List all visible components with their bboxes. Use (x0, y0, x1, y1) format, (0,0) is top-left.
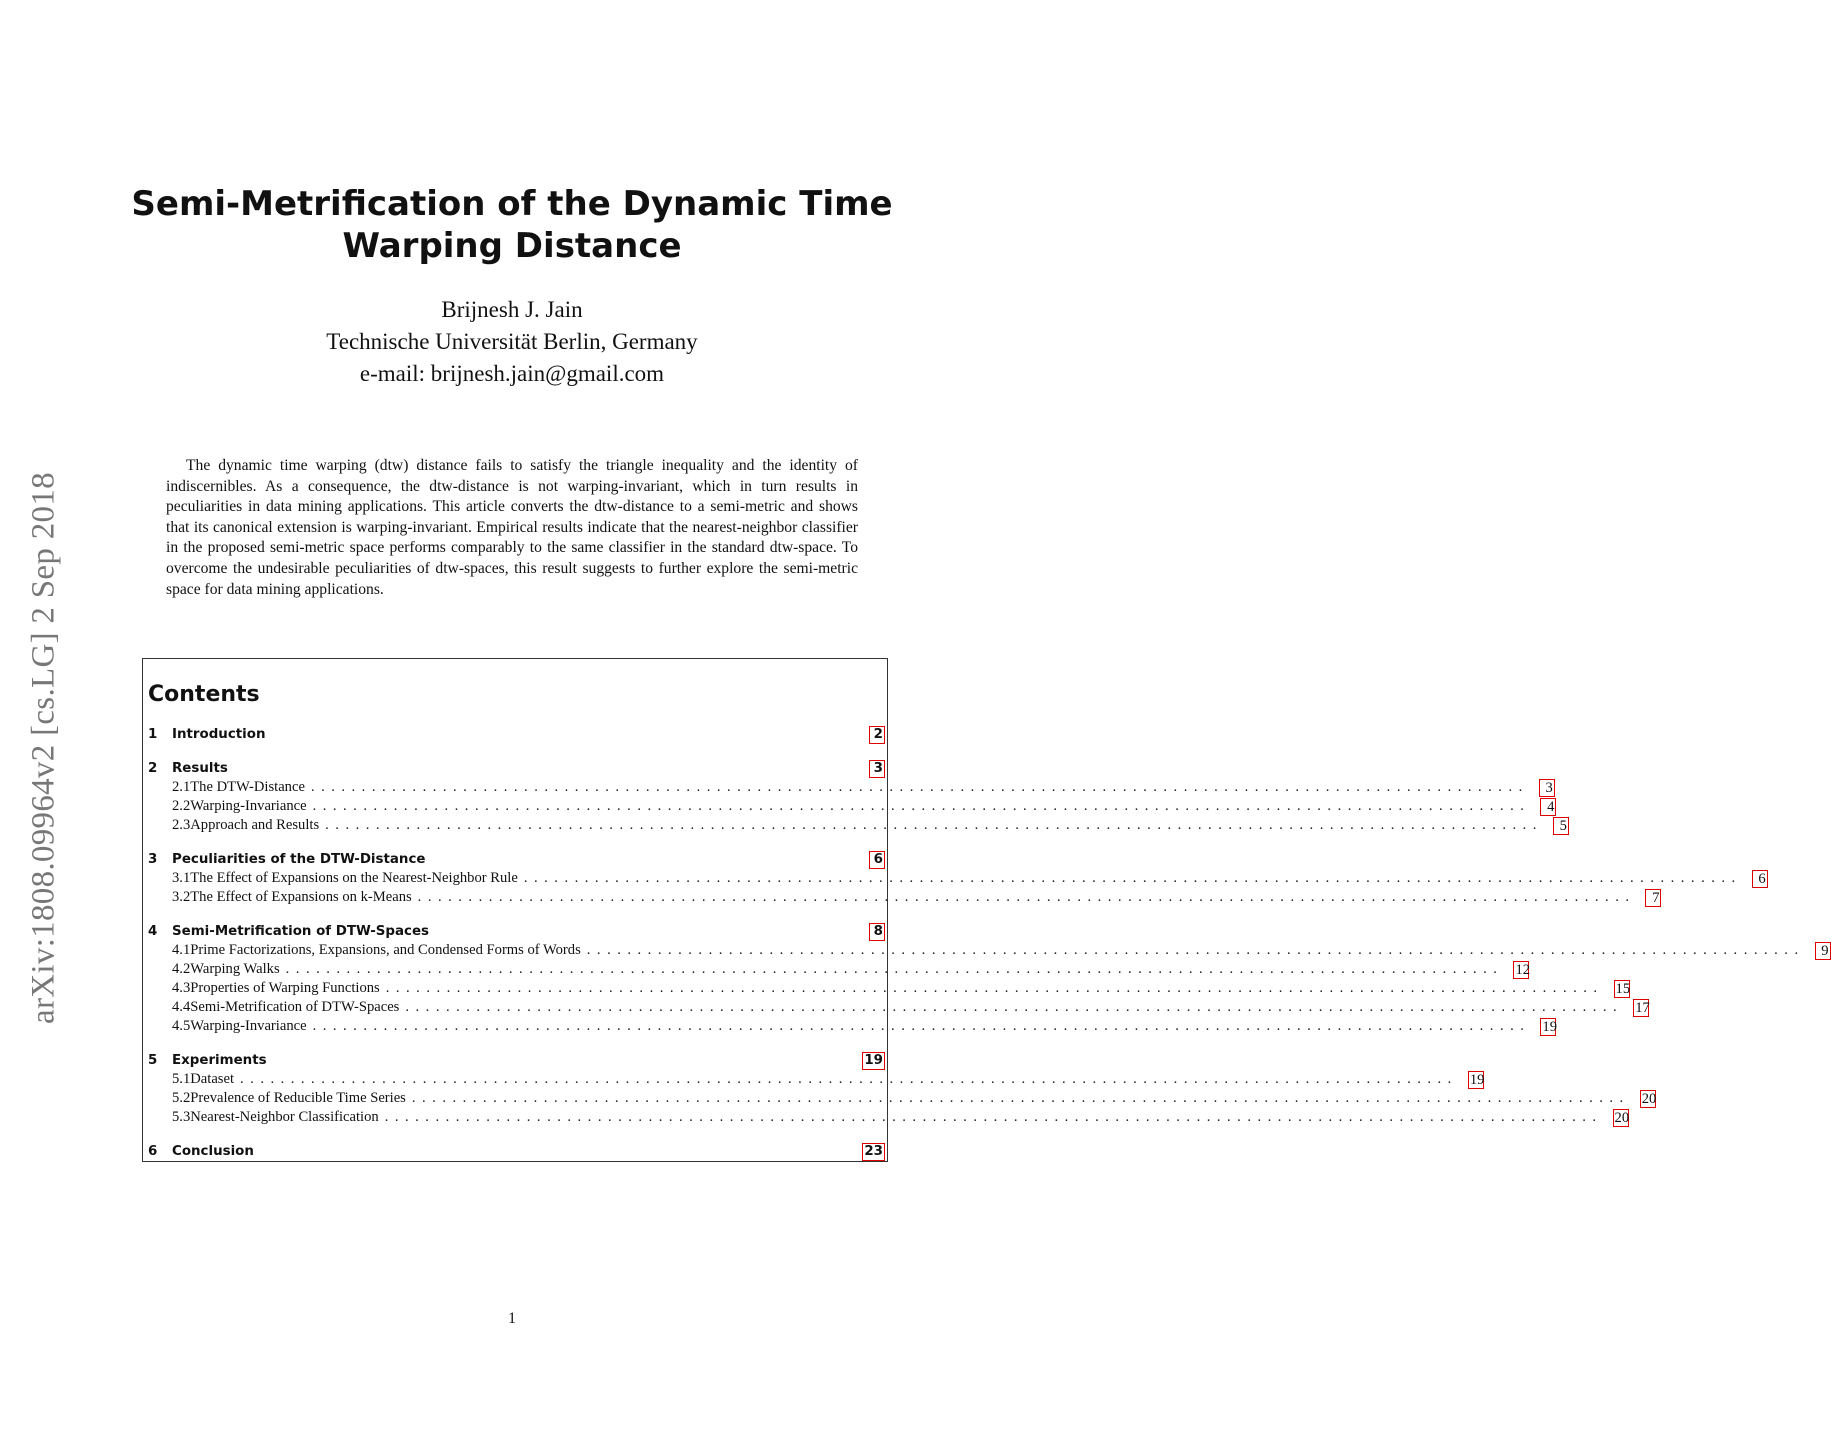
toc-entry-title: Warping-Invariance (190, 798, 307, 814)
toc-subsection-row[interactable] (148, 869, 1766, 888)
toc-entry-number: 6 (148, 1144, 158, 1159)
page-number: 1 (508, 1310, 516, 1327)
toc-page-link[interactable]: 19 (864, 1052, 883, 1068)
toc-page-link[interactable]: 19 (1542, 1018, 1557, 1035)
toc-subsection-row[interactable] (148, 1070, 1485, 1089)
table-of-contents (142, 658, 1829, 1162)
toc-entry-title: The DTW-Distance (190, 779, 305, 795)
arxiv-identifier-stamp: arXiv:1808.09964v2 [cs.LG] 2 Sep 2018 (25, 472, 62, 1024)
toc-entry-number: 2 (148, 761, 158, 776)
toc-section-row[interactable] (148, 922, 885, 941)
toc-entry-number: 4 (148, 924, 158, 939)
toc-page-link[interactable]: 5 (1553, 817, 1569, 835)
toc-dot-leader: ........................................................................................................................ (586, 942, 1805, 958)
toc-page-link[interactable]: 3 (1539, 779, 1555, 797)
toc-subsection-row[interactable] (148, 778, 1553, 797)
toc-entry-number: 4.4 (172, 999, 191, 1015)
toc-page-link[interactable]: 7 (1645, 889, 1661, 907)
toc-entry-title: The Effect of Expansions on k-Means (190, 889, 412, 905)
toc-entry-title: Results (172, 761, 228, 776)
toc-entry-number: 5.2 (172, 1090, 191, 1106)
toc-dot-leader: ........................................................................................................................ (310, 779, 1529, 795)
toc-subsection-row[interactable] (148, 797, 1555, 816)
toc-page-link[interactable]: 23 (864, 1143, 883, 1159)
toc-page-link[interactable]: 20 (1641, 1090, 1657, 1107)
toc-entry-title: Prime Factorizations, Expansions, and Condensed Forms of Words (190, 942, 581, 958)
abstract: The dynamic time warping (dtw) distance fails to satisfy the triangle inequality and the identity of indiscernibles. As a consequence, the dtw-distance is not warping-invariant, which in turn results in peculiarities in data mining applications. This article converts the dtw-distance to a semi-metric and shows that its canonical extension is warping-invariant. Empirical results indicate that the nearest-neighbor classifier in the proposed semi-metric space performs comparably to the same classifier in the standard dtw-space. To overcome the undesirable peculiarities of dtw-spaces, this result suggests to further explore the semi-metric space for data mining applications. (166, 457, 858, 598)
toc-page-link[interactable]: 19 (1469, 1071, 1485, 1088)
toc-dot-leader: ........................................................................................................................ (385, 980, 1604, 996)
toc-page-link[interactable]: 2 (869, 726, 885, 744)
title-line-2: Warping Distance (342, 226, 682, 266)
toc-entry-number: 2.3 (172, 817, 191, 833)
toc-dot-leader: ........................................................................................................................ (285, 961, 1504, 977)
toc-dot-leader: ........................................................................................................................ (405, 999, 1624, 1015)
toc-dot-leader: ........................................................................................................................ (523, 870, 1742, 886)
toc-entry-number: 3 (148, 852, 158, 867)
toc-section-row[interactable] (148, 1142, 885, 1161)
toc-subsection-row[interactable] (148, 960, 1531, 979)
toc-entry-title: Experiments (172, 1053, 267, 1068)
toc-heading: Contents (148, 682, 260, 707)
toc-subsection-row[interactable] (148, 941, 1829, 960)
toc-entry-title: Properties of Warping Functions (190, 980, 380, 996)
toc-entry-number: 5 (148, 1053, 158, 1068)
toc-entry-title: Semi-Metrification of DTW-Spaces (172, 924, 430, 939)
toc-page-link[interactable]: 20 (1614, 1109, 1630, 1126)
toc-entry-number: 5.1 (172, 1071, 191, 1087)
toc-entry-title: Conclusion (172, 1144, 254, 1159)
toc-entry-title: Introduction (172, 727, 266, 742)
toc-dot-leader: ........................................................................................................................ (325, 817, 1543, 833)
toc-page-link[interactable]: 15 (1615, 980, 1631, 997)
paper-title (0, 183, 1024, 267)
toc-subsection-row[interactable] (148, 1017, 1557, 1036)
toc-entry-number: 4.3 (172, 980, 191, 996)
toc-entry-number: 5.3 (172, 1109, 191, 1125)
toc-dot-leader: ........................................................................................................................ (417, 889, 1636, 905)
toc-entry-title: Semi-Metrification of DTW-Spaces (190, 999, 400, 1015)
toc-page-link[interactable]: 6 (1752, 870, 1768, 888)
toc-subsection-row[interactable] (148, 816, 1567, 835)
toc-subsection-row[interactable] (148, 979, 1631, 998)
toc-entry-number: 2.2 (172, 798, 191, 814)
toc-page-link[interactable]: 3 (869, 760, 885, 778)
toc-entry-title: The Effect of Expansions on the Nearest-Neighbor Rule (190, 870, 518, 886)
toc-section-row[interactable] (148, 759, 885, 778)
toc-subsection-row[interactable] (148, 998, 1650, 1017)
toc-section-row[interactable] (148, 850, 885, 869)
toc-dot-leader: ........................................................................................................................ (384, 1109, 1603, 1125)
toc-entry-number: 1 (148, 727, 158, 742)
toc-entry-number: 3.1 (172, 870, 191, 886)
toc-entry-number: 4.5 (172, 1018, 191, 1034)
toc-section-row[interactable] (148, 725, 885, 744)
toc-entry-title: Warping Walks (190, 961, 280, 977)
toc-dot-leader: ........................................................................................................................ (312, 1018, 1531, 1034)
toc-subsection-row[interactable] (148, 1108, 1630, 1127)
toc-page-link[interactable]: 8 (869, 923, 885, 941)
author-block (0, 294, 1024, 390)
toc-entry-title: Approach and Results (190, 817, 320, 833)
toc-entry-number: 4.2 (172, 961, 191, 977)
toc-entry-title: Prevalence of Reducible Time Series (190, 1090, 406, 1106)
toc-entry-title: Warping-Invariance (190, 1018, 307, 1034)
author-name: Brijnesh J. Jain (441, 297, 583, 322)
toc-entry-number: 2.1 (172, 779, 191, 795)
toc-dot-leader: ........................................................................................................................ (411, 1090, 1630, 1106)
toc-entry-title: Peculiarities of the DTW-Distance (172, 852, 426, 867)
author-affiliation: Technische Universität Berlin, Germany (326, 329, 698, 354)
toc-page-link[interactable]: 6 (869, 851, 885, 869)
toc-entry-number: 4.1 (172, 942, 191, 958)
toc-entry-title: Nearest-Neighbor Classification (190, 1109, 379, 1125)
toc-page-link[interactable]: 9 (1815, 942, 1831, 960)
author-email: e-mail: brijnesh.jain@gmail.com (359, 361, 665, 386)
title-line-1: Semi-Metrification of the Dynamic Time (131, 184, 893, 224)
toc-subsection-row[interactable] (148, 1089, 1657, 1108)
toc-entry-number: 3.2 (172, 889, 191, 905)
toc-entry-title: Dataset (190, 1071, 235, 1087)
toc-subsection-row[interactable] (148, 888, 1660, 907)
toc-dot-leader: ........................................................................................................................ (240, 1071, 1458, 1087)
toc-section-row[interactable] (148, 1051, 885, 1070)
toc-page-link[interactable]: 17 (1635, 999, 1650, 1016)
toc-dot-leader: ........................................................................................................................ (312, 798, 1531, 814)
toc-page-link[interactable]: 4 (1540, 798, 1556, 816)
toc-page-link[interactable]: 12 (1515, 961, 1531, 978)
